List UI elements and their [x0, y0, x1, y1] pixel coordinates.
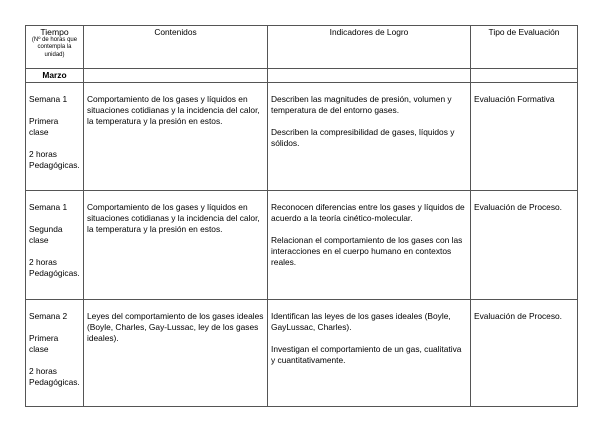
indicators-cell	[268, 191, 471, 300]
table-row	[26, 191, 578, 300]
content-text: Comportamiento de los gases y líquidos en situaciones cotidianas y la incidencia del calor, la temperatura y la presión en estos.	[87, 202, 260, 234]
indicator-text: Describen la compresibilidad de gases, líquidos y sólidos.	[271, 127, 455, 148]
week-label: Semana 1	[29, 202, 68, 212]
header-tiempo	[26, 26, 84, 69]
content-cell	[84, 83, 268, 191]
evaluation-text: Evaluación Formativa	[474, 94, 555, 104]
indicators-cell	[268, 300, 471, 407]
indicator-text: Identifican las leyes de los gases ideales (Boyle, GayLussac, Charles).	[271, 311, 451, 332]
hours-label: 2 horas Pedagógicas.	[29, 149, 80, 170]
month-empty-cell	[84, 69, 268, 83]
evaluation-text: Evaluación de Proceso.	[474, 311, 562, 321]
header-row	[26, 26, 578, 69]
hours-label: 2 horas Pedagógicas.	[29, 257, 80, 278]
time-cell	[26, 300, 84, 407]
header-contenidos: Contenidos	[84, 26, 268, 69]
indicator-text: Reconocen diferencias entre los gases y líquidos de acuerdo a la teoría cinético-molecular.	[271, 202, 465, 223]
month-empty-cell	[471, 69, 578, 83]
time-cell	[26, 83, 84, 191]
class-label: Segunda clase	[29, 224, 63, 245]
header-tipo-evaluacion: Tipo de Evaluación	[471, 26, 578, 69]
evaluation-cell	[471, 83, 578, 191]
evaluation-cell	[471, 300, 578, 407]
indicators-cell	[268, 83, 471, 191]
table-row	[26, 300, 578, 407]
class-label: Primera clase	[29, 333, 59, 354]
header-tiempo-note: (Nº de horas que contempla la unidad)	[31, 37, 78, 58]
month-cell	[26, 69, 84, 83]
table-row	[26, 83, 578, 191]
header-tiempo-label: Tiempo	[40, 27, 69, 37]
planning-table	[25, 25, 578, 407]
content-text: Leyes del comportamiento de los gases ideales (Boyle, Charles, Gay-Lussac, ley de los gases ideales).	[87, 311, 264, 343]
month-empty-cell	[268, 69, 471, 83]
indicator-text: Investigan el comportamiento de un gas, cualitativa y cuantitativamente.	[271, 344, 462, 365]
evaluation-text: Evaluación de Proceso.	[474, 202, 562, 212]
class-label: Primera clase	[29, 116, 59, 137]
week-label: Semana 2	[29, 311, 68, 321]
month-row	[26, 69, 578, 83]
indicator-text: Describen las magnitudes de presión, volumen y temperatura de del entorno gases.	[271, 94, 452, 115]
evaluation-cell	[471, 191, 578, 300]
content-text: Comportamiento de los gases y líquidos en situaciones cotidianas y la incidencia del calor, la temperatura y la presión en estos.	[87, 94, 260, 126]
hours-label: 2 horas Pedagógicas.	[29, 366, 80, 387]
week-label: Semana 1	[29, 94, 68, 104]
indicator-text: Relacionan el comportamiento de los gases con las interacciones en el cuerpo humano en contextos reales.	[271, 235, 463, 267]
time-cell	[26, 191, 84, 300]
header-indicadores: Indicadores de Logro	[268, 26, 471, 69]
content-cell	[84, 300, 268, 407]
month-label: Marzo	[42, 70, 67, 80]
content-cell	[84, 191, 268, 300]
